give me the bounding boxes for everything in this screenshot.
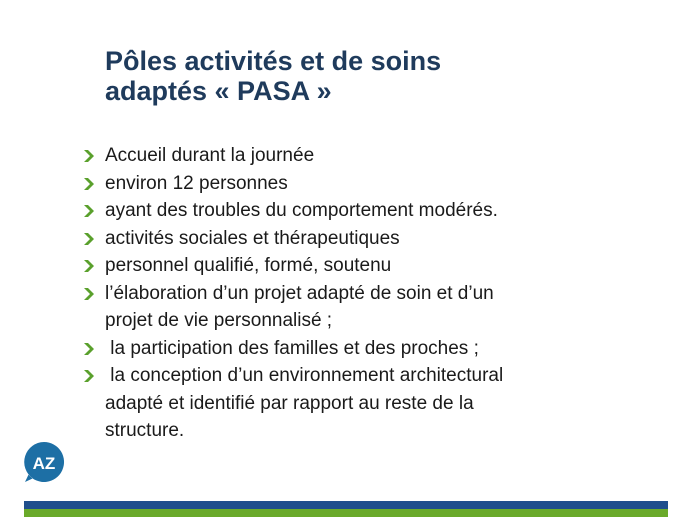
footer-bar-blue	[24, 501, 668, 509]
chevron-right-icon	[83, 370, 95, 382]
bullet-item	[80, 197, 670, 225]
bullet-item	[80, 252, 670, 280]
bullet-text-line: ayant des troubles du comportement modérés.	[105, 200, 498, 221]
chevron-right-icon	[83, 150, 95, 162]
bullet-item	[80, 280, 670, 335]
slide-title	[105, 46, 665, 106]
chevron-right-icon	[83, 288, 95, 300]
bullet-text-line: la conception d’un environnement architectural	[105, 365, 504, 386]
bullet-item	[80, 335, 670, 363]
chevron-right-icon	[83, 233, 95, 245]
bullet-text-line: activités sociales et thérapeutiques	[105, 227, 400, 249]
chevron-right-icon	[83, 343, 95, 355]
bullet-text-line: adapté et identifié par rapport au reste de la	[105, 392, 474, 414]
bullet-list	[80, 142, 670, 445]
bullet-text-line: l’élaboration d’un projet adapté de soin et d’un	[105, 282, 494, 304]
chevron-right-icon	[83, 205, 95, 217]
bullet-item	[80, 362, 670, 445]
slide-title-line-1: Pôles activités et de soins	[105, 46, 442, 76]
chevron-right-icon	[83, 178, 95, 190]
bullet-item	[80, 142, 670, 170]
bullet-text-line: personnel qualifié, formé, soutenu	[105, 255, 392, 276]
bullet-item	[80, 225, 670, 253]
chevron-right-icon	[83, 260, 95, 272]
footer-bar-green	[24, 509, 668, 517]
az-logo-icon	[22, 440, 66, 484]
slide-title-line-2: adaptés « PASA »	[105, 76, 332, 106]
bullet-item	[80, 170, 670, 198]
bullet-text-line: structure.	[105, 420, 185, 441]
bullet-text-line: la participation des familles et des proches ;	[105, 337, 479, 359]
bullet-text-line: Accueil durant la journée	[105, 145, 315, 166]
bullet-text-line: environ 12 personnes	[105, 172, 288, 194]
bullet-text-line: projet de vie personnalisé ;	[105, 310, 333, 331]
logo-text: AZ	[32, 454, 56, 473]
